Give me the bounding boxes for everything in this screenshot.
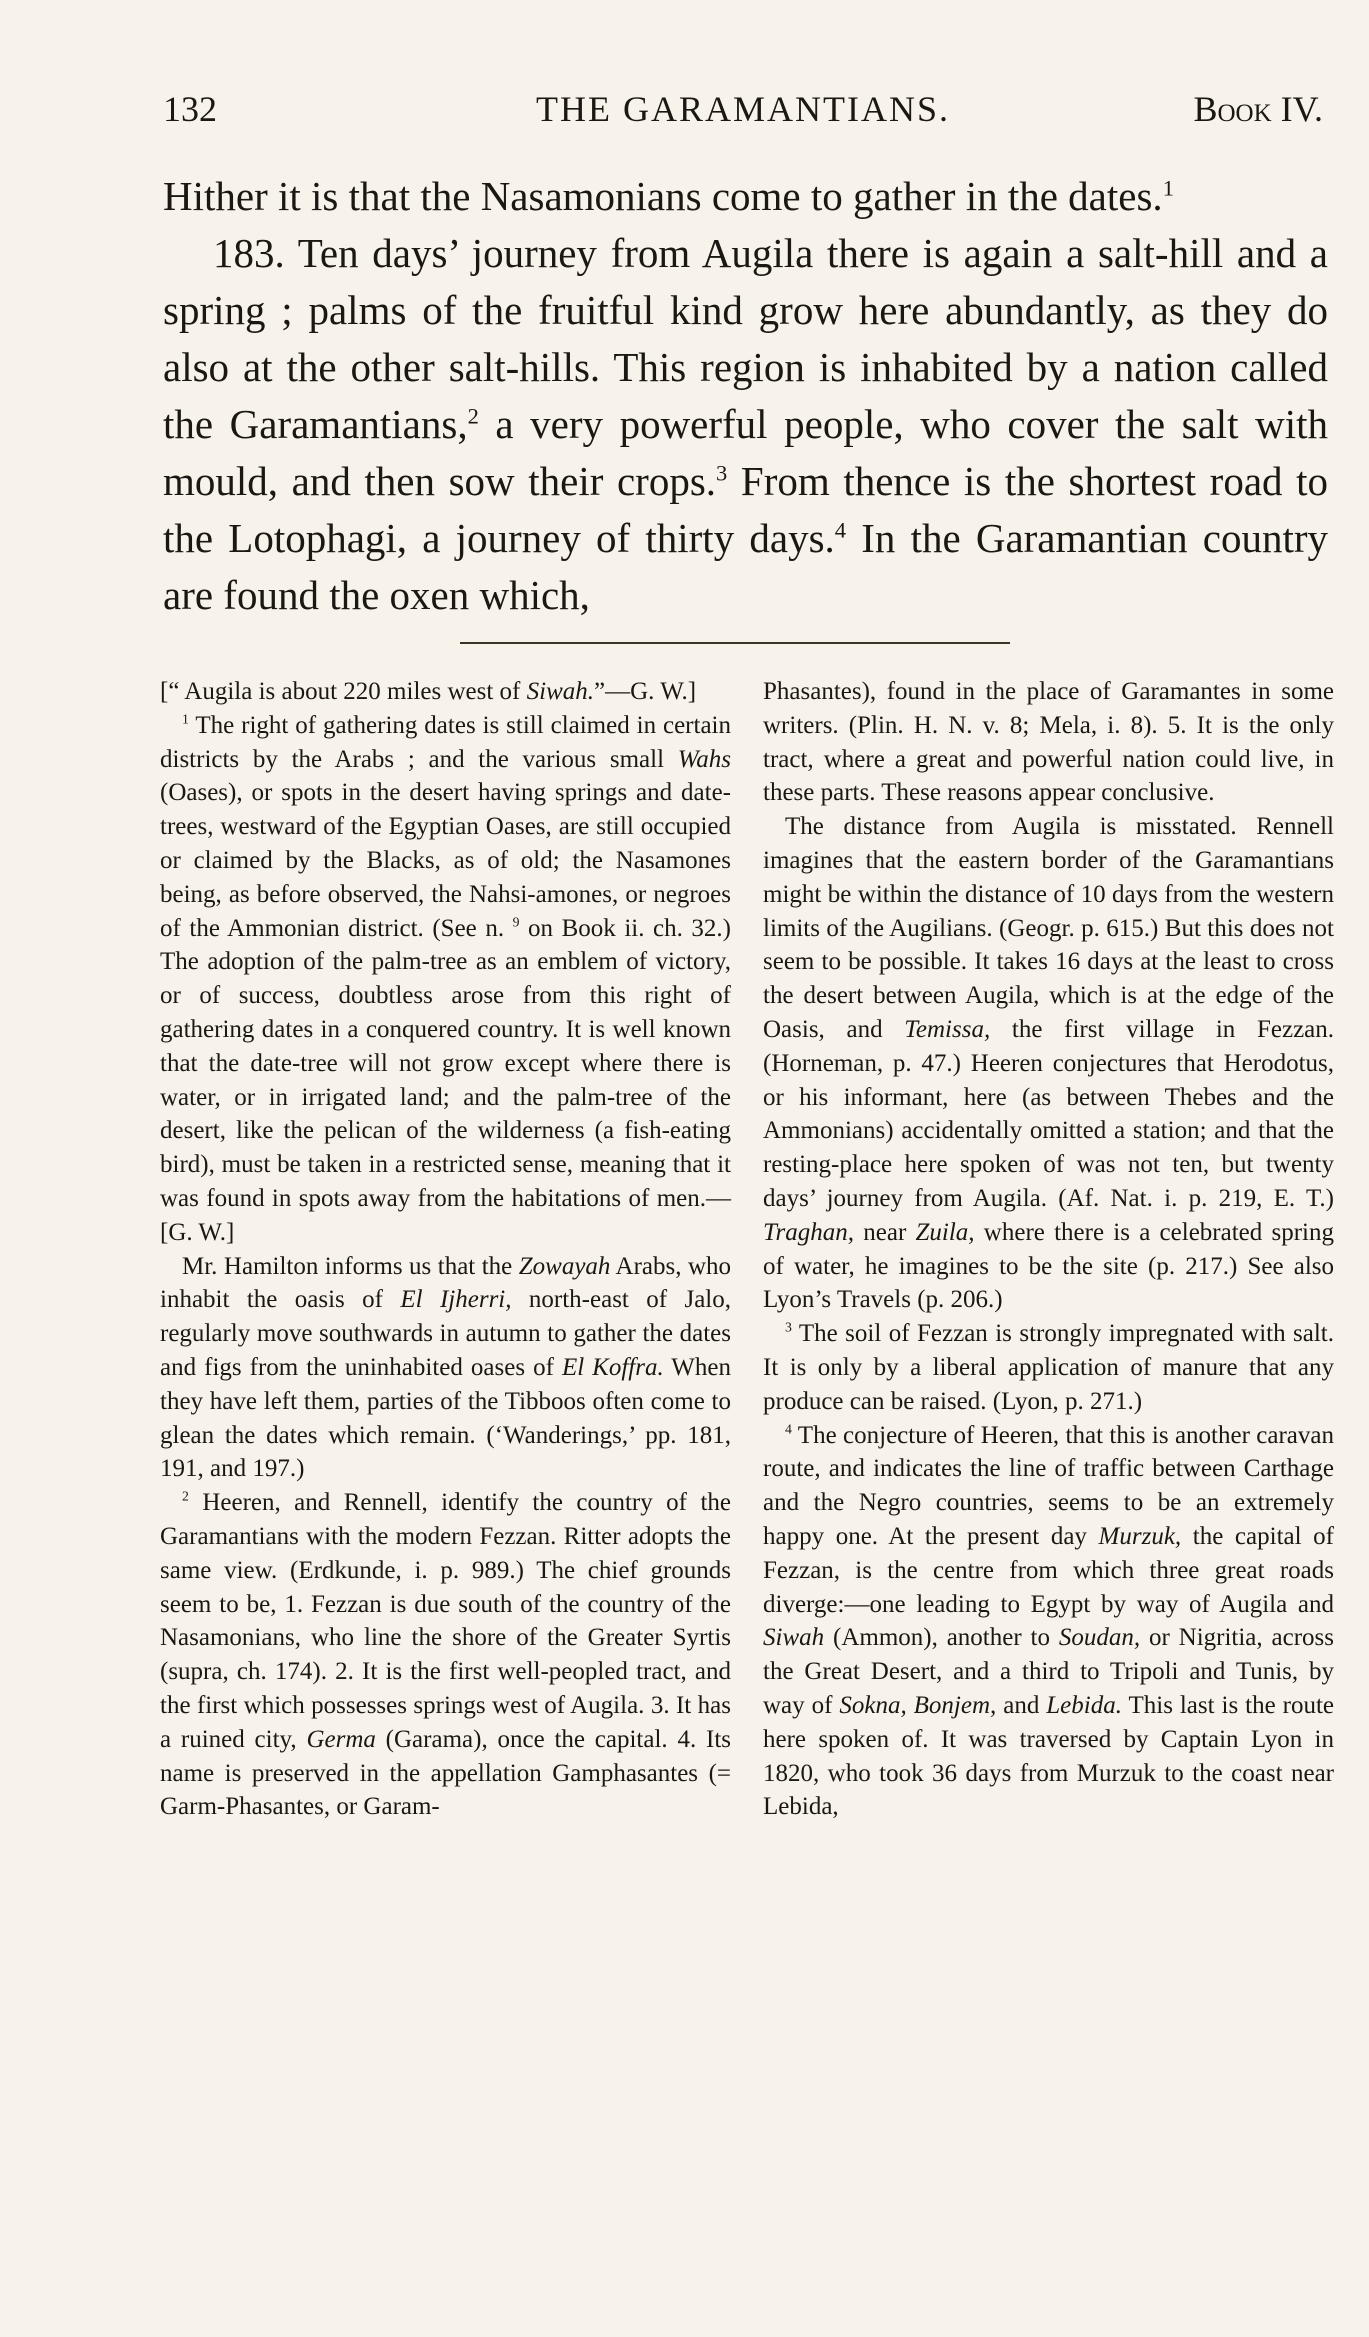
footnote-ref-3: 3 [716,460,728,486]
footnote-3: $^3$ The soil of Fezzan is strongly impregnated with salt. It is only by a liberal application of manure that any produce can be raised. (Lyon, p. 271.) [763,1319,1334,1415]
footnote-2: $^2$ Heeren, and Rennell, identify the country of the Garamantians with the modern Fezzan. Ritter adopts the same view. (Erdkunde, i. p. 989.) The chief grounds seem to be, 1. Fezzan is due south of the country of the Nasamonians, who line the shore of the Greater Syrtis (supra, ch. 174). 2. It is the first well-peopled tract, and the first which possesses springs west of Augila. 3. It has a ruined city, Germa (Garama), once the capital. 4. Its name is preserved in the appellation Gamphasantes (= Garm-Phasantes, or Garam- [160,1488,732,1821]
main-text [163,168,1328,624]
main-paragraph-2: 183. Ten days’ journey from Augila there is again a salt-hill and a spring ; palms of the fruitful kind grow here abundantly, as they do also at the other salt-hills. This region is inhabited by a nation called the Garamantians,$^2$ a very powerful people, who cover the salt with mould, and then sow their crops.$^3$ From thence is the shortest road to the Lotophagi, a journey of thirty days.$^4$ In the Garamantian country are found the oxen which, [163,230,1328,618]
footnote-2-continued: Phasantes), found in the place of Garamantes in some writers. (Plin. H. N. v. 8; Mela, i. 8). 5. It is the only tract, where a great and powerful nation could live, in these parts. These reasons appear conclusive. [763,678,1334,807]
footnote-1: $^1$ The right of gathering dates is still claimed in certain districts by the Arabs ; and the various small Wahs (Oases), or spots in the desert having springs and date-trees, westward of the Egyptian Oases, are still occupied or claimed by the Blacks, as of old; the Nasamones being, as before observed, the Nahsi-amones, or negroes of the Ammonian district. (See n. $^9$ on Book ii. ch. 32.) The adoption of the palm-tree as an emblem of victory, or of success, doubtless arose from this right of gathering dates in a conquered country. It is well known that the date-tree will not grow except where there is water, or in irrigated land; and the palm-tree of the desert, like the pelican of the wilderness (a fish-eating bird), must be taken in a restricted sense, meaning that it was found in spots away from the habitations of men.—[G. W.] [160,711,731,1246]
page-number: 132 [163,89,217,129]
footnote-1-hamilton: Mr. Hamilton informs us that the Zowayah Arabs, who inhabit the oasis of El Ijherri, north-east of Jalo, regularly move southwards in autumn to gather the dates and figs from the uninhabited oases of El Koffra. When they have left them, parties of the Tibboos often come to glean the dates which remain. (‘Wanderings,’ pp. 181, 191, and 197.) [160,1252,732,1483]
footnote-ref-2: 2 [467,403,479,429]
footnote-2-distance: The distance from Augila is misstated. Rennell imagines that the eastern border of the Garamantians might be within the distance of 10 days from the western limits of the Augilians. (Geogr. p. 615.) But this does not seem to be possible. It takes 16 days at the least to cross the desert between Augila, which is at the edge of the Oasis, and Temissa, the first village in Fezzan. (Horneman, p. 47.) Heeren conjectures that Herodotus, or his informant, here (as between Thebes and the Ammonians) accidentally omitted a station; and that the resting-place here spoken of was not ten, but twenty days’ journey from Augila. (Af. Nat. i. p. 219, E. T.) Traghan, near Zuila, where there is a celebrated spring of water, he imagines to be the site (p. 217.) See also Lyon’s Travels (p. 206.) [763,813,1335,1314]
footnote-divider [460,642,1010,644]
running-title: THE GARAMANTIANS. [536,89,950,129]
footnote-4: $^4$ The conjecture of Heeren, that this is another caravan route, and indicates the line of traffic between Carthage and the Negro countries, seems to be an extremely happy one. At the present day Murzuk, the capital of Fezzan, is the centre from which three great roads diverge:—one leading to Egypt by way of Augila and Siwah (Ammon), another to Soudan, or Nigritia, across the Great Desert, and a third to Tripoli and Tunis, by way of Sokna, Bonjem, and Lebida. This last is the route here spoken of. It was traversed by Captain Lyon in 1820, who took 36 days from Murzuk to the coast near Lebida, [763,1421,1334,1821]
footnote-ref-1: 1 [1162,175,1174,201]
footnote-ref-4: 4 [834,517,847,543]
footnote-intro: [“ Augila is about 220 miles west of Siwah.”—G. W.] [160,678,697,705]
footnotes-left-column [160,675,731,1824]
running-header [163,88,1323,132]
footnotes-right-column [763,675,1334,1824]
book-label: Book IV. [1193,89,1323,129]
main-paragraph-1: Hither it is that the Nasamonians come to gather in the dates.$^1$ [163,173,1174,219]
